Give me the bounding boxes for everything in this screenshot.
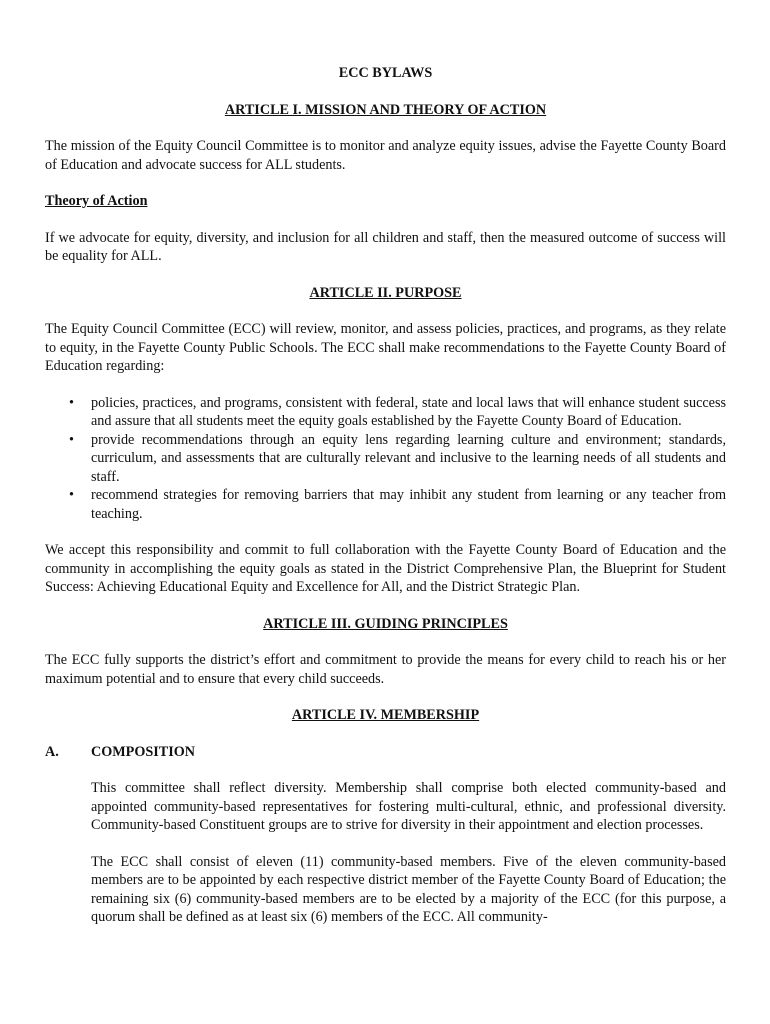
guiding-principles-paragraph: The ECC fully supports the district’s effort and commitment to provide the means for every child to reach his or her maximum potential and to ensure that every child succeeds. (45, 652, 726, 687)
document-page (45, 64, 726, 945)
article-4-heading: ARTICLE IV. MEMBERSHIP (291, 707, 480, 723)
article-2-heading: ARTICLE II. PURPOSE (309, 284, 462, 301)
section-letter: A. (45, 743, 59, 760)
purpose-bullet-list (45, 394, 726, 524)
purpose-intro-paragraph: The Equity Council Committee (ECC) will review, monitor, and assess policies, practices, and programs, as they relate to equity, in the Fayette County Public Schools. The ECC shall make recommendations to the Fayette County Board of Education regarding: (45, 321, 726, 374)
article-3-heading: ARTICLE III. GUIDING PRINCIPLES (263, 615, 508, 632)
purpose-closing-paragraph: We accept this responsibility and commit to full collaboration with the Fayette County Board of Education and the community in accomplishing the equity goals as stated in the District Comprehensive Plan, the Blueprint for Student Success: Achieving Educational Equity and Excellence for All, and the District Strategic Plan. (45, 542, 726, 595)
list-item (69, 394, 726, 431)
bullet-text: policies, practices, and programs, consistent with federal, state and local laws that will enhance student success and assure that all students meet the equity goals established by the Fayette County Board of Education. (91, 394, 726, 429)
bullet-text: recommend strategies for removing barriers that may inhibit any student from learning or any teacher from teaching. (91, 487, 726, 522)
composition-paragraph-2: The ECC shall consist of eleven (11) community-based members. Five of the eleven community-based members are to be appointed by each respective district member of the Fayette County Board of Education; the remaining six (6) community-based members are to be elected by a majority of the ECC (for this purpose, a quorum shall be defined as at least six (6) members of the ECC. All community- (91, 853, 726, 925)
bullet-text: provide recommendations through an equity lens regarding learning culture and environment; standards, curriculum, and assessments that are culturally relevant and inclusive to the learning needs of all students and staff. (91, 431, 726, 485)
list-item (69, 486, 726, 523)
composition-section-heading (45, 743, 726, 762)
article-1-heading: ARTICLE I. MISSION AND THEORY OF ACTION (224, 101, 547, 118)
document-title: ECC BYLAWS (338, 65, 433, 81)
theory-of-action-paragraph: If we advocate for equity, diversity, and inclusion for all children and staff, then the measured outcome of success will be equality for ALL. (45, 229, 726, 264)
section-title: COMPOSITION (91, 743, 196, 760)
bullet-icon: • (69, 394, 74, 411)
mission-paragraph: The mission of the Equity Council Committee is to monitor and analyze equity issues, advise the Fayette County Board of Education and advocate success for ALL students. (45, 138, 726, 173)
theory-of-action-heading: Theory of Action (45, 193, 148, 209)
bullet-icon: • (69, 487, 74, 503)
list-item (69, 431, 726, 487)
composition-paragraph-1: This committee shall reflect diversity. Membership shall comprise both elected community-based and appointed community-based representatives for fostering multi-cultural, ethnic, and professional diversity. Community-based Constituent groups are to strive for diversity in their appointment and election processes. (91, 780, 726, 833)
bullet-icon: • (69, 431, 74, 448)
